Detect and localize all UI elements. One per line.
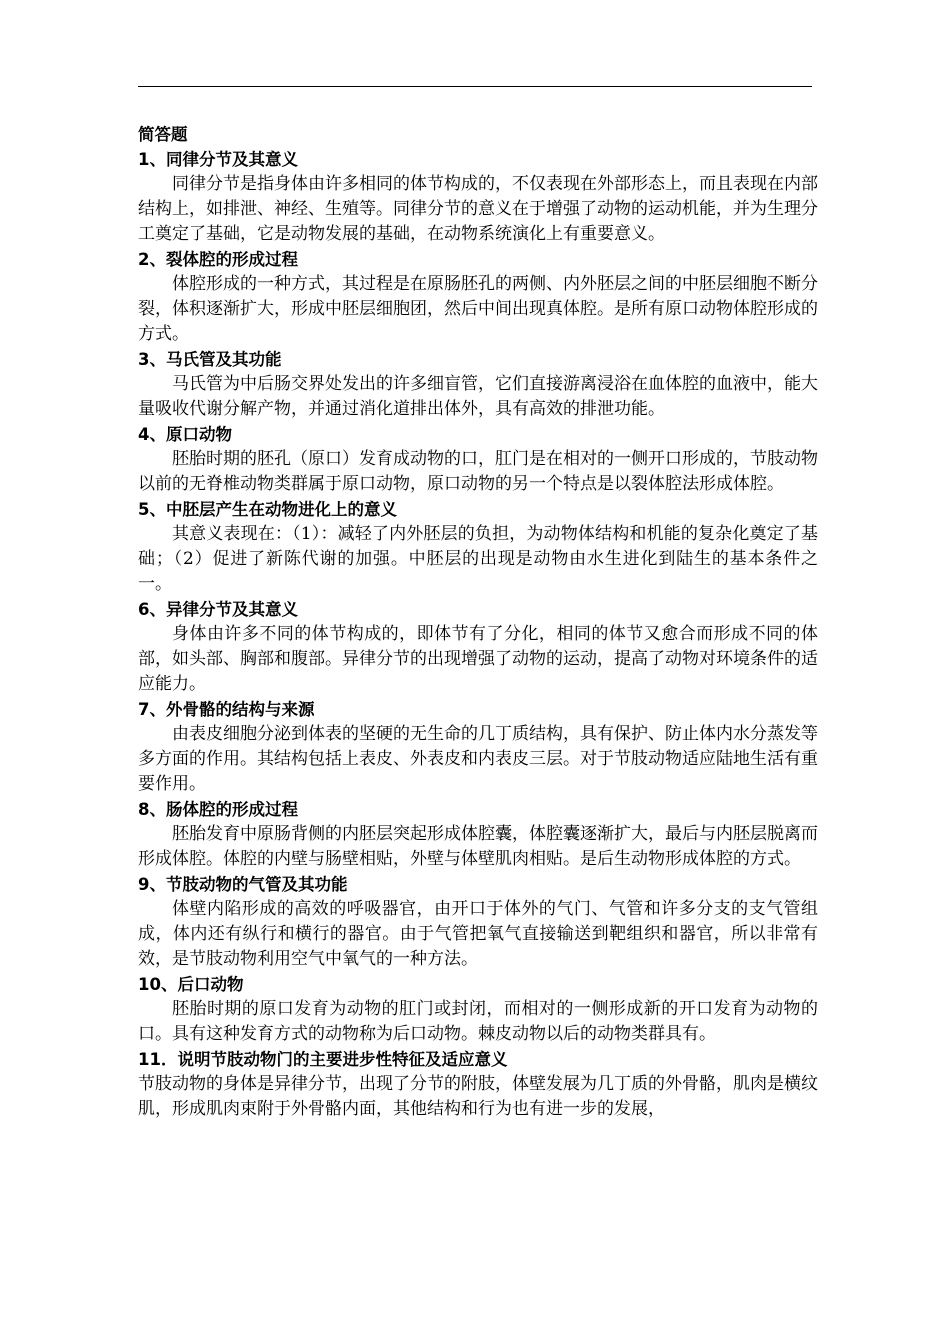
answer-paragraph-9: 体壁内陷形成的高效的呼吸器官，由开口于体外的气门、气管和许多分支的支气管组成，体内还有纵行和横行的器官。由于气管把氧气直接输送到靶组织和器官，所以非常有效，是节肢动物利用空气中氧气的一种方法。 [138, 899, 818, 969]
answer-paragraph-1: 同律分节是指身体由许多相同的体节构成的，不仅表现在外部形态上，而且表现在内部结构上，如排泄、神经、生殖等。同律分节的意义在于增强了动物的运动机能，并为生理分工奠定了基础，它是动物发展的基础，在动物系统演化上有重要意义。 [138, 174, 818, 244]
question-heading-2: 2、裂体腔的形成过程 [138, 250, 298, 269]
answer-paragraph-3: 马氏管为中后肠交界处发出的许多细盲管，它们直接游离浸浴在血体腔的血液中，能大量吸收代谢分解产物，并通过消化道排出体外，具有高效的排泄功能。 [138, 374, 818, 419]
question-heading-1: 1、同律分节及其意义 [138, 150, 298, 169]
question-heading-7: 7、外骨骼的结构与来源 [138, 700, 315, 719]
question-heading-4: 4、原口动物 [138, 425, 232, 444]
question-heading-3: 3、马氏管及其功能 [138, 350, 282, 369]
question-heading-5: 5、中胚层产生在动物进化上的意义 [138, 500, 397, 519]
section-title: 简答题 [138, 125, 188, 144]
question-heading-9: 9、节肢动物的气管及其功能 [138, 875, 348, 894]
answer-paragraph-10: 胚胎时期的原口发育为动物的肛门或封闭，而相对的一侧形成新的开口发育为动物的口。具有这种发育方式的动物称为后口动物。棘皮动物以后的动物类群具有。 [138, 999, 818, 1044]
answer-paragraph-7: 由表皮细胞分泌到体表的坚硬的无生命的几丁质结构，具有保护、防止体内水分蒸发等多方面的作用。其结构包括上表皮、外表皮和内表皮三层。对于节肢动物适应陆地生活有重要作用。 [138, 724, 818, 794]
document-body [138, 122, 818, 1122]
question-heading-11: 11．说明节肢动物门的主要进步性特征及适应意义 [138, 1050, 508, 1069]
header-rule [138, 86, 812, 87]
answer-paragraph-11: 节肢动物的身体是异律分节，出现了分节的附肢，体壁发展为几丁质的外骨骼，肌肉是横纹肌，形成肌肉束附于外骨骼内面，其他结构和行为也有进一步的发展， [138, 1074, 818, 1119]
answer-paragraph-2: 体腔形成的一种方式，其过程是在原肠胚孔的两侧、内外胚层之间的中胚层细胞不断分裂，体积逐渐扩大，形成中胚层细胞团，然后中间出现真体腔。是所有原口动物体腔形成的方式。 [138, 274, 818, 344]
answer-paragraph-4: 胚胎时期的胚孔（原口）发育成动物的口，肛门是在相对的一侧开口形成的，节肢动物以前的无脊椎动物类群属于原口动物，原口动物的另一个特点是以裂体腔法形成体腔。 [138, 449, 818, 494]
answer-paragraph-6: 身体由许多不同的体节构成的，即体节有了分化，相同的体节又愈合而形成不同的体部，如头部、胸部和腹部。异律分节的出现增强了动物的运动，提高了动物对环境条件的适应能力。 [138, 624, 818, 694]
question-heading-8: 8、肠体腔的形成过程 [138, 800, 298, 819]
question-heading-10: 10、后口动物 [138, 975, 244, 994]
answer-paragraph-5: 其意义表现在：（1）：减轻了内外胚层的负担，为动物体结构和机能的复杂化奠定了基础；（2）促进了新陈代谢的加强。中胚层的出现是动物由水生进化到陆生的基本条件之一。 [138, 524, 818, 594]
answer-paragraph-8: 胚胎发育中原肠背侧的内胚层突起形成体腔囊，体腔囊逐渐扩大，最后与内胚层脱离而形成体腔。体腔的内壁与肠壁相贴，外壁与体壁肌肉相贴。是后生动物形成体腔的方式。 [138, 824, 818, 869]
question-heading-6: 6、异律分节及其意义 [138, 600, 298, 619]
